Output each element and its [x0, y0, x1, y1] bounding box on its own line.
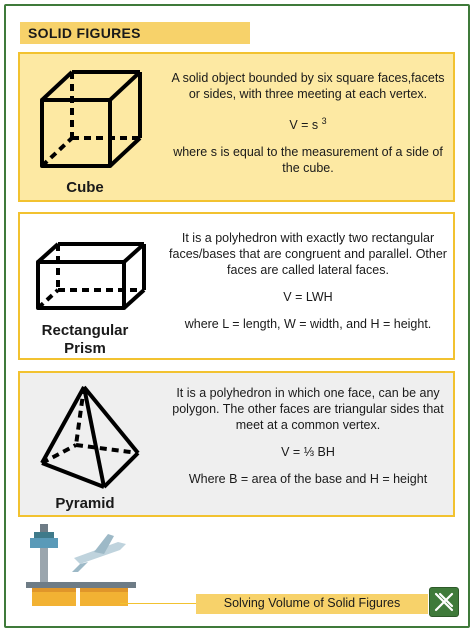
- cube-description: [168, 70, 448, 187]
- prism-formula: V = LWH: [283, 290, 333, 304]
- rectangular-prism-card: [18, 212, 455, 360]
- cube-variable-note: where s is equal to the measurement of a side of the cube.: [173, 145, 443, 176]
- prism-definition: It is a polyhedron with exactly two rectangular faces/bases that are congruent and parallel. Other faces are called lateral faces.: [169, 231, 447, 277]
- prism-variable-note: where L = length, W = width, and H = height.: [184, 317, 432, 331]
- footer-divider: [120, 603, 198, 604]
- cube-label: Cube: [66, 179, 104, 196]
- cube-formula: [168, 113, 448, 133]
- pyramid-diagram: [28, 381, 156, 501]
- prism-description: [168, 230, 448, 343]
- cube-definition: A solid object bounded by six square faces,facets or sides, with three meeting at each vertex.: [171, 71, 445, 101]
- airport-icon: [22, 520, 142, 610]
- rectangular-prism-label: Rectangular Prism: [41, 322, 129, 357]
- pyramid-icon: [28, 381, 156, 497]
- logo-badge: [429, 587, 459, 617]
- cube-card: [18, 52, 455, 202]
- airport-illustration: [22, 520, 142, 610]
- cube-icon: [28, 62, 156, 182]
- pyramid-formula: V = ⅓ BH: [281, 445, 335, 459]
- pyramid-variable-note: Where B = area of the base and H = height: [188, 472, 428, 486]
- pyramid-description: [168, 385, 448, 498]
- pyramid-label: Pyramid: [55, 495, 115, 512]
- pyramid-definition: It is a polyhedron in which one face, can be any polygon. The other faces are triangular sides that meet at a common vertex.: [172, 386, 444, 432]
- cube-formula-base: V = s: [289, 118, 319, 133]
- pyramid-card: [18, 371, 455, 517]
- page-title: SOLID FIGURES: [20, 22, 250, 44]
- rectangular-prism-icon: [28, 222, 156, 322]
- footer-title: Solving Volume of Solid Figures: [196, 594, 428, 614]
- cube-formula-exponent: 3: [321, 116, 327, 126]
- cube-diagram: [28, 62, 156, 182]
- pencil-ruler-logo-icon: [430, 588, 458, 616]
